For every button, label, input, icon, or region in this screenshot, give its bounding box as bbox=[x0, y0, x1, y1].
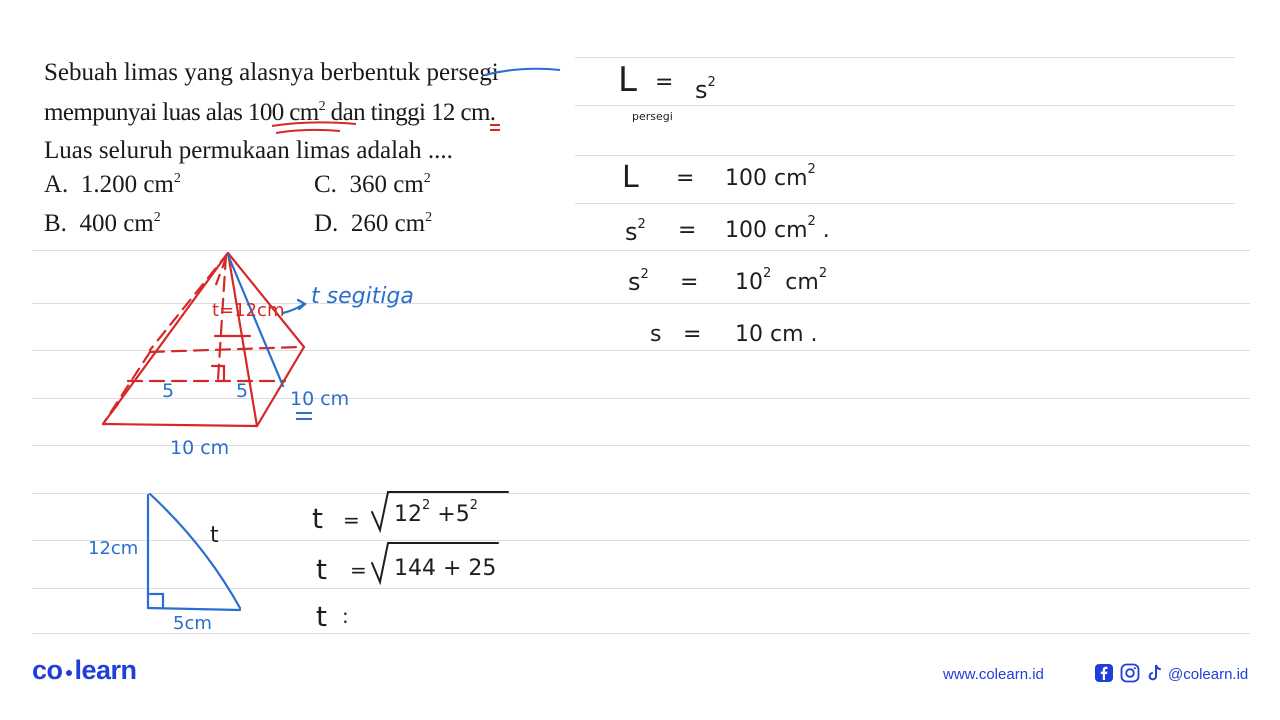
triangle-hyp-label: t bbox=[210, 523, 219, 548]
sqrt-line-2: t bbox=[316, 553, 327, 586]
social-handle[interactable]: @colearn.id bbox=[1168, 666, 1249, 683]
question-line-3: Luas seluruh permukaan limas adalah .... bbox=[44, 137, 453, 164]
work-line-3: $s^2$ bbox=[625, 217, 646, 246]
height-value: 12 cm. bbox=[431, 99, 496, 126]
work-line-1: L bbox=[618, 60, 637, 100]
tiktok-icon[interactable] bbox=[1145, 663, 1165, 683]
half-base-left-label: 5 bbox=[162, 380, 175, 402]
colearn-logo[interactable]: co learn bbox=[32, 655, 137, 685]
work-line-2: L bbox=[622, 160, 639, 195]
question-line-2: mempunyai luas alas 100 $cm^2$ dan tinggi 12 cm. bbox=[44, 99, 496, 126]
question-line-1: Sebuah limas yang alasnya berbentuk persegi bbox=[44, 59, 499, 86]
work-line-4: $s^2$ bbox=[628, 267, 649, 296]
right-angle-mark bbox=[212, 366, 224, 380]
side-length-label: 10 cm bbox=[290, 388, 350, 410]
option-b[interactable]: B. 400 $cm^2$ bbox=[44, 210, 161, 237]
option-c[interactable]: C. 360 $cm^2$ bbox=[314, 171, 431, 198]
option-a[interactable]: A. 1.200 $cm^2$ bbox=[44, 171, 181, 198]
option-d[interactable]: D. 260 $cm^2$ bbox=[314, 210, 433, 237]
triangle-hypotenuse bbox=[150, 494, 240, 608]
facebook-icon[interactable] bbox=[1094, 663, 1114, 683]
half-base-right-label: 5 bbox=[236, 380, 249, 402]
height-label: t=12cm bbox=[212, 300, 285, 321]
triangle-base-label: 5cm bbox=[173, 613, 212, 634]
result-line: t bbox=[316, 600, 327, 633]
website-link[interactable]: www.colearn.id bbox=[943, 666, 1044, 683]
base-length-label: 10 cm bbox=[170, 437, 230, 459]
edge-base-left-back bbox=[103, 352, 150, 424]
edge-front-left-double bbox=[112, 404, 118, 412]
slant-height-label: t segitiga bbox=[311, 284, 414, 309]
edge-base-front bbox=[103, 424, 257, 426]
triangle-base-side bbox=[148, 608, 240, 610]
instagram-icon[interactable] bbox=[1120, 663, 1140, 683]
triangle-vertical-label: 12cm bbox=[88, 538, 139, 559]
triangle-right-angle bbox=[150, 594, 163, 607]
slant-arrow bbox=[283, 304, 304, 313]
work-line-1-sub: persegi bbox=[632, 110, 673, 123]
side-label-underline bbox=[294, 410, 334, 424]
work-line-5: s bbox=[650, 322, 662, 347]
sqrt-line-1: t bbox=[312, 502, 323, 535]
base-area-value: 100 cm bbox=[247, 99, 319, 126]
